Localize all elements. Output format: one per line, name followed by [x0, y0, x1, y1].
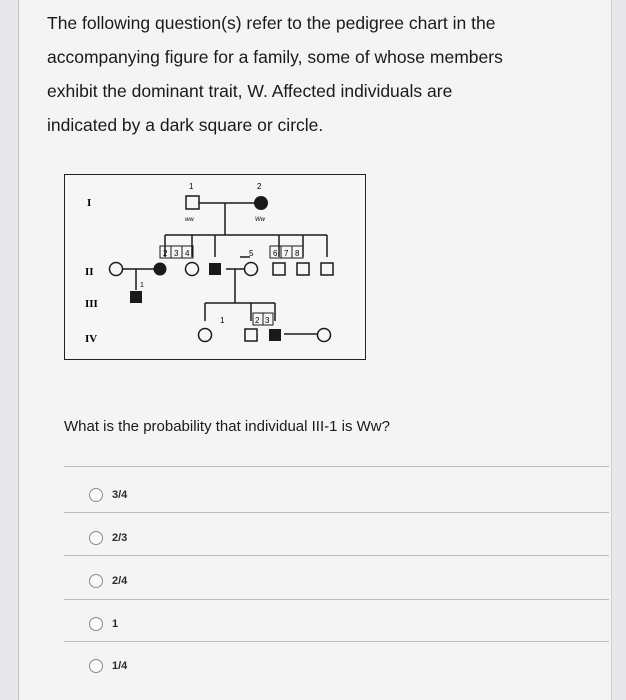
divider — [64, 466, 609, 467]
answer-option-3-4[interactable] — [89, 488, 127, 502]
label-I-2: 2 — [257, 182, 262, 191]
radio-button[interactable] — [89, 531, 103, 545]
individual-II-3 — [186, 263, 199, 276]
individual-IV-1 — [199, 329, 212, 342]
individual-II-2 — [154, 263, 167, 276]
label-II-3: 3 — [174, 249, 179, 258]
generation-label-III: III — [85, 298, 98, 310]
divider — [64, 599, 609, 600]
label-II-8: 8 — [295, 249, 300, 258]
individual-II-8 — [321, 263, 333, 275]
radio-button[interactable] — [89, 617, 103, 631]
individual-II-6 — [273, 263, 285, 275]
individual-IV-spouse — [318, 329, 331, 342]
label-IV-2: 2 — [255, 316, 260, 325]
divider — [64, 512, 609, 513]
option-label: 2/4 — [112, 575, 128, 587]
intro-line: indicated by a dark square or circle. — [47, 115, 324, 135]
individual-IV-2 — [245, 329, 257, 341]
option-label: 2/3 — [112, 532, 128, 544]
answer-option-1-4[interactable] — [89, 659, 127, 673]
individual-III-1 — [130, 291, 142, 303]
individual-II-5 — [245, 263, 258, 276]
label-I-1: 1 — [189, 182, 194, 191]
label-II-7: 7 — [284, 249, 289, 258]
individual-II-7 — [297, 263, 309, 275]
generation-label-IV: IV — [85, 333, 98, 345]
generation-label-II: II — [85, 266, 94, 278]
individual-II-1 — [110, 263, 123, 276]
radio-button[interactable] — [89, 574, 103, 588]
answer-option-2-3[interactable] — [89, 531, 127, 545]
label-II-6: 6 — [273, 249, 278, 258]
question-text: What is the probability that individual III-1 is Ww? — [64, 418, 390, 435]
label-II-4: 4 — [185, 249, 190, 258]
divider — [64, 555, 609, 556]
radio-button[interactable] — [89, 488, 103, 502]
genotype-I-1: ww — [185, 217, 194, 223]
intro-text — [47, 6, 587, 142]
individual-IV-3 — [269, 329, 281, 341]
generation-label-I: I — [87, 197, 92, 209]
label-II-2: 2 — [163, 249, 168, 258]
label-IV-1: 1 — [220, 316, 225, 325]
label-IV-3: 3 — [265, 316, 270, 325]
option-label: 1/4 — [112, 660, 128, 672]
answer-option-1[interactable] — [89, 617, 118, 631]
answer-option-2-4[interactable] — [89, 574, 127, 588]
individual-I-2 — [254, 196, 268, 210]
option-label: 1 — [112, 618, 119, 630]
intro-line: exhibit the dominant trait, W. Affected individuals are — [47, 81, 453, 101]
individual-I-1 — [186, 196, 199, 209]
option-label: 3/4 — [112, 489, 128, 501]
intro-line: accompanying figure for a family, some of whose members — [47, 47, 503, 67]
intro-line: The following question(s) refer to the pedigree chart in the — [47, 13, 496, 33]
individual-II-4 — [209, 263, 221, 275]
pedigree-chart — [64, 174, 366, 360]
label-II-5: 5 — [249, 249, 254, 258]
radio-button[interactable] — [89, 659, 103, 673]
label-III-1: 1 — [140, 282, 144, 289]
worksheet-page — [18, 0, 612, 700]
divider — [64, 641, 609, 642]
genotype-I-2: Ww — [255, 217, 265, 223]
